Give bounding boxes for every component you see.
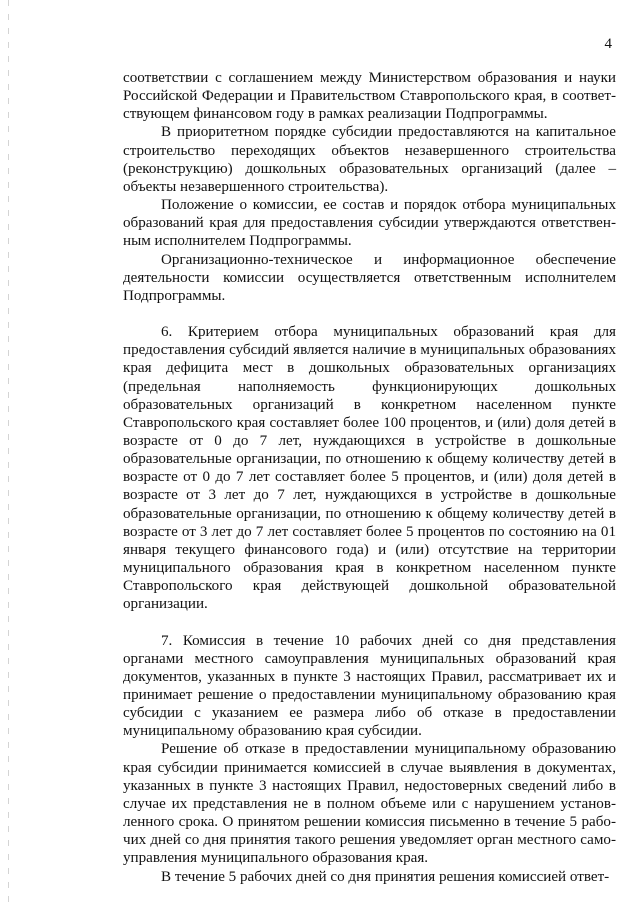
scan-edge-marks — [8, 0, 9, 905]
paragraph-continued-agreement: соответствии с соглашением между Министерством образования и науки Российской Федерации и Правительством Ставропольского края, в соответствующем финансовом году в рамках реализации Подпрограммы. — [123, 70, 616, 123]
paragraph-commission-regulation: Положение о комиссии, ее состав и порядок отбора муниципальных образований края для предоставления субсидии утверждаются ответственным исполнителем Подпрограммы. — [123, 197, 616, 250]
paragraph-priority-subsidies: В приоритетном порядке субсидии предоставляются на капитальное строительство переходящих объектов незавершенного строительства (реконструкцию) дошкольных образовательных организаций (далее – объекты незавершенного строительства). — [123, 124, 616, 195]
paragraph-clause-7-commission-review: 7. Комиссия в течение 10 рабочих дней со дня представления органами местного самоуправления муниципальных образований края документов, указанных в пункте 3 настоящих Правил, рассматривает их и принимает решение о предоставлении муниципальному образованию края субсидии с указанием ее размера либо об отказе в предоставлении муниципальному образованию края субсидии. — [123, 632, 616, 740]
paragraph-five-working-days: В течение 5 рабочих дней со дня принятия решения комиссией ответ- — [161, 868, 610, 885]
document-page-text — [123, 69, 616, 886]
paragraph-refusal-decision: Решение об отказе в предоставлении муниципальному образованию края субсидии принимается комиссией в случае выявления в документах, указанных в пункте 3 настоящих Правил, недостоверных сведений либо в случае их представления не в полном объеме или с нарушением установленного срока. О принятом решении комиссия письменно в течение 5 рабочих дней со дня принятия такого решения уведомляет орган местного самоуправления муниципального образования края. — [123, 741, 616, 867]
paragraph-commission-support: Организационно-техническое и информационное обеспечение деятельности комиссии осуществляется ответственным исполнителем Подпрограммы. — [123, 251, 616, 304]
paragraph-clause-6-selection-criterion: 6. Критерием отбора муниципальных образований края для предоставления субсидий является наличие в муниципальных образованиях края дефицита мест в дошкольных образовательных организациях (предельная наполняемость функционирующих дошкольных образовательных организаций в конкретном населенном пункте Ставропольского края составляет более 100 процентов, и (или) доля детей в возрасте от 0 до 7 лет, нуждающихся в устройстве в дошкольные образовательные организации, по отношению к общему количеству детей в возрасте от 0 до 7 лет составляет более 5 процентов, и (или) доля детей в возрасте от 3 лет до 7 лет, нуждающихся в устройстве в дошкольные образовательные организации, по отношению к общему количеству детей в возрасте от 3 лет до 7 лет составляет более 5 процентов по состоянию на 01 января текущего финансового года) и (или) отсутствие на территории муниципального образования края в конкретном населенном пункте Ставропольского края действующей дошкольной образовательной организации. — [123, 324, 616, 613]
page-number: 4 — [604, 36, 612, 52]
